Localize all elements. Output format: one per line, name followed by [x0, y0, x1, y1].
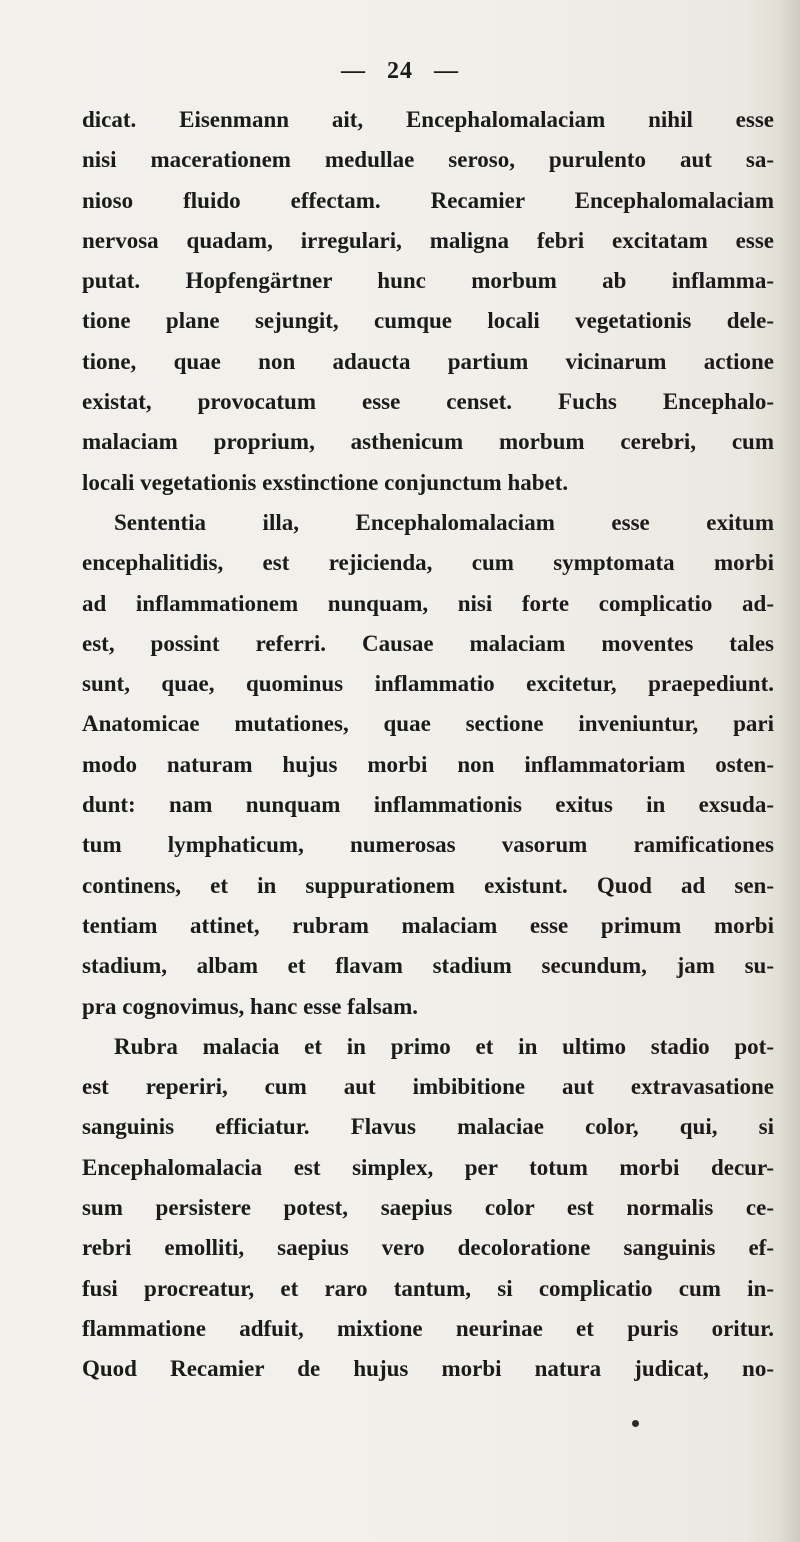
text-line: est reperiri, cum aut imbibitione aut extravasatione — [82, 1074, 774, 1100]
text-line: Anatomicae mutationes, quae sectione inveniuntur, pari — [82, 711, 774, 737]
text-line: rebri emolliti, saepius vero decoloratione sanguinis ef- — [82, 1235, 774, 1261]
page-header — [0, 58, 800, 85]
text-line: nioso fluido effectam. Recamier Encephalomalaciam — [82, 187, 774, 213]
text-line-paragraph-end: pra cognovimus, hanc esse falsam. — [82, 993, 419, 1019]
text-line: dicat. Eisenmann ait, Encephalomalaciam nihil esse — [82, 107, 774, 132]
text-line: dunt: nam nunquam inflammationis exitus in exsuda- — [82, 792, 774, 818]
text-line: ad inflammationem nunquam, nisi forte complicatio ad- — [82, 590, 774, 616]
text-line: malaciam proprium, asthenicum morbum cerebri, cum — [82, 429, 774, 455]
text-line: sanguinis efficiatur. Flavus malaciae color, qui, si — [82, 1114, 774, 1140]
text-line: sunt, quae, quominus inflammatio excitetur, praepediunt. — [82, 671, 774, 697]
text-line: nisi macerationem medullae seroso, purulento aut sa- — [82, 147, 774, 173]
text-line: Encephalomalacia est simplex, per totum morbi decur- — [82, 1154, 774, 1180]
text-line: nervosa quadam, irregulari, maligna febri excitatam esse — [82, 227, 774, 253]
text-line: modo naturam hujus morbi non inflammatoriam osten- — [82, 751, 774, 777]
text-line: putat. Hopfengärtner hunc morbum ab inflamma- — [82, 268, 774, 294]
text-line-paragraph-start: Rubra malacia et in primo et in ultimo stadio pot- — [114, 1033, 774, 1059]
text-line: tione plane sejungit, cumque locali vegetationis dele- — [82, 308, 774, 334]
text-line: Quod Recamier de hujus morbi natura judicat, no- — [82, 1356, 774, 1382]
body-text — [82, 100, 774, 1390]
text-line: sum persistere potest, saepius color est normalis ce- — [82, 1195, 774, 1221]
header-dash-right: — — [434, 58, 459, 84]
page-number: 24 — [387, 58, 413, 84]
text-line: tum lymphaticum, numerosas vasorum ramificationes — [82, 832, 774, 858]
text-line: existat, provocatum esse censet. Fuchs Encephalo- — [82, 389, 774, 415]
text-line: tentiam attinet, rubram malaciam esse primum morbi — [82, 912, 774, 938]
text-line: stadium, albam et flavam stadium secundum, jam su- — [82, 953, 774, 979]
page-edge-shadow — [778, 0, 800, 1542]
text-line: est, possint referri. Causae malaciam moventes tales — [82, 630, 774, 656]
text-line: encephalitidis, est rejicienda, cum symptomata morbi — [82, 550, 774, 576]
text-line: tione, quae non adaucta partium vicinarum actione — [82, 348, 774, 374]
text-line: continens, et in suppurationem existunt. Quod ad sen- — [82, 872, 774, 898]
ink-dot-mark — [632, 1420, 639, 1427]
text-line: fusi procreatur, et raro tantum, si complicatio cum in- — [82, 1275, 774, 1301]
header-dash-left: — — [341, 58, 366, 84]
text-line-paragraph-end: locali vegetationis exstinctione conjunctum habet. — [82, 469, 569, 495]
text-line-paragraph-start: Sententia illa, Encephalomalaciam esse exitum — [114, 509, 774, 535]
text-line: flammatione adfuit, mixtione neurinae et puris oritur. — [82, 1315, 774, 1341]
